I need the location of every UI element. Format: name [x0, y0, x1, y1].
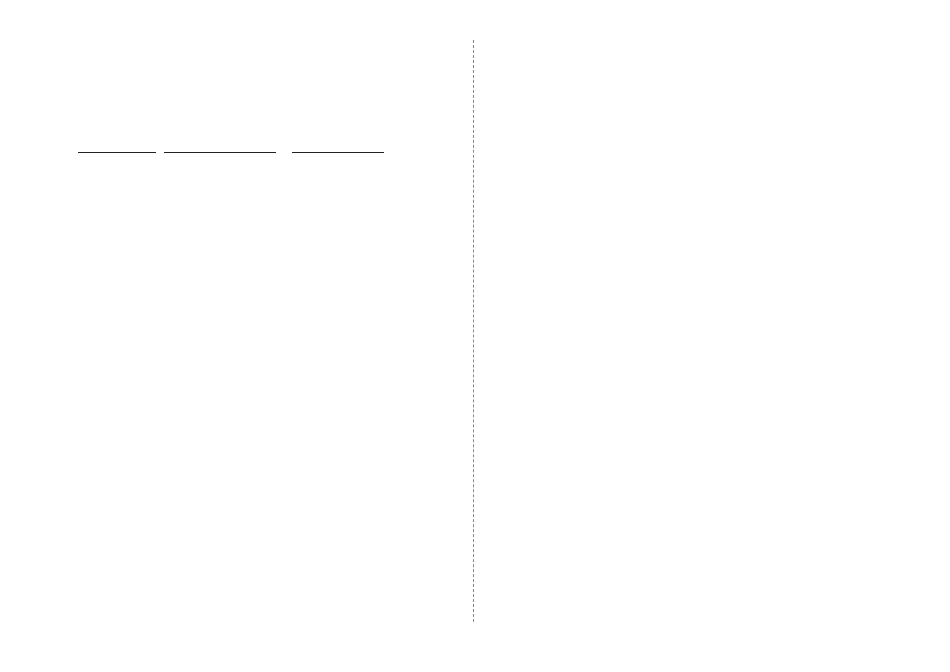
student-info	[78, 140, 384, 154]
class-field[interactable]	[78, 140, 156, 153]
name-field[interactable]	[164, 140, 276, 153]
grade-line	[38, 80, 466, 99]
subject-line	[38, 104, 466, 123]
extra-field[interactable]	[292, 140, 384, 153]
column-divider	[473, 40, 474, 622]
